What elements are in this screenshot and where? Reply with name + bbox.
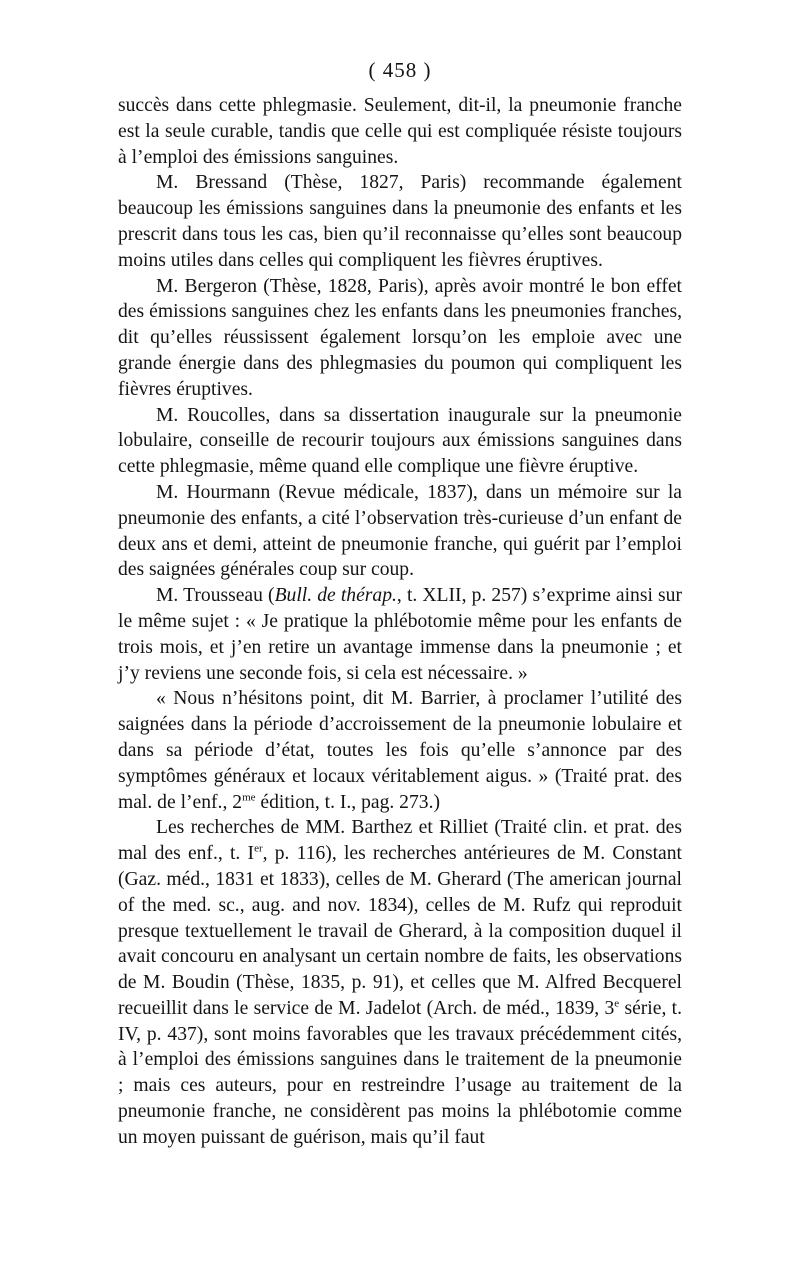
text-run: succès dans cette phlegmasie. Seulement, dit-il, la pneumonie franche est la seule curable, tandis que celle qui est compliquée résiste toujours à l’emploi des émissions sanguines. [118, 95, 682, 168]
text-run: M. Roucolles, dans sa dissertation inaugurale sur la pneumonie lobulaire, conseille de recourir toujours aux émissions sanguines dans cette phlegmasie, même quand elle complique une fièvre éruptive. [118, 404, 682, 478]
paragraph [118, 93, 682, 170]
body-text [118, 93, 682, 1151]
paragraph [118, 480, 682, 583]
page-number: ( 458 ) [368, 58, 432, 82]
text-run: « Nous n’hésitons point, dit M. Barrier, à proclamer l’utilité des saignées dans la période d’accroissement de la pneumonie lobulaire et dans sa période d’état, toutes les fois qu’elle s’annonce par des symptômes généraux et locaux véritablement aigus. » (Traité prat. des mal. de l’enf., 2 [118, 688, 682, 813]
text-run: série, t. IV, p. 437), sont moins favorables que les travaux précédemment cités, à l’emploi des émissions sanguines dans le traitement de la pneumonie ; mais ces auteurs, pour en restreindre l’usage au traitement de la pneumonie franche, ne considèrent pas moins la phlébotomie comme un moyen puissant de guérison, mais qu’il faut [118, 997, 682, 1148]
text-run: , p. 116), les recherches antérieures de M. Constant (Gaz. méd., 1831 et 1833), celles de M. Gherard (The american journal of the med. sc., aug. and nov. 1834), celles de M. Rufz qui reproduit presque textuellement le travail de Gherard, à la composition duquel il avait concouru en analysant un certain nombre de faits, les observations de M. Boudin (Thèse, 1835, p. 91), et celles que M. Alfred Becquerel recueillit dans le service de M. Jadelot (Arch. de méd., 1839, 3 [118, 843, 682, 1019]
paragraph [118, 170, 682, 273]
paragraph [118, 686, 682, 815]
paragraph [118, 815, 682, 1150]
superscript: me [242, 790, 256, 803]
text-run: M. Hourmann (Revue médicale, 1837), dans un mémoire sur la pneumonie des enfants, a cité l’observation très-curieuse d’un enfant de deux ans et demi, atteint de pneumonie franche, qui guérit par l’emploi des saignées générales coup sur coup. [118, 481, 682, 581]
text-run: M. Bergeron (Thèse, 1828, Paris), après avoir montré le bon effet des émissions sanguines chez les enfants dans les pneumonies franches, dit qu’elles réussissent également lorsqu’on les emploie avec une grande énergie dans des phlegmasies du poumon qui compliquent les fièvres éruptives. [118, 275, 682, 400]
italic-citation: Bull. de thérap. [274, 585, 397, 607]
paragraph [118, 403, 682, 480]
text-run: Les recherches de MM. Barthez et Rilliet (Traité clin. et prat. des mal des enf., t. I [118, 817, 682, 865]
superscript: e [614, 997, 620, 1010]
superscript: er [254, 842, 263, 855]
paragraph [118, 583, 682, 686]
text-run: M. Bressand (Thèse, 1827, Paris) recommande également beaucoup les émissions sanguines dans la pneumonie des enfants et les prescrit dans tous les cas, bien qu’il reconnaisse qu’elles sont beaucoup moins utiles dans celles qui compliquent les fièvres éruptives. [118, 172, 682, 271]
text-run: édition, t. I., pag. 273.) [255, 791, 440, 813]
text-run: M. Trousseau ( [156, 585, 275, 607]
text-run: , t. XLII, p. 257) s’exprime ainsi sur le même sujet : « Je pratique la phlébotomie même pour les enfants de trois mois, et j’en retire un avantage immense dans la pneumonie ; et j’y reviens une seconde fois, si cela est nécessaire. » [118, 585, 682, 684]
paragraph [118, 274, 682, 403]
